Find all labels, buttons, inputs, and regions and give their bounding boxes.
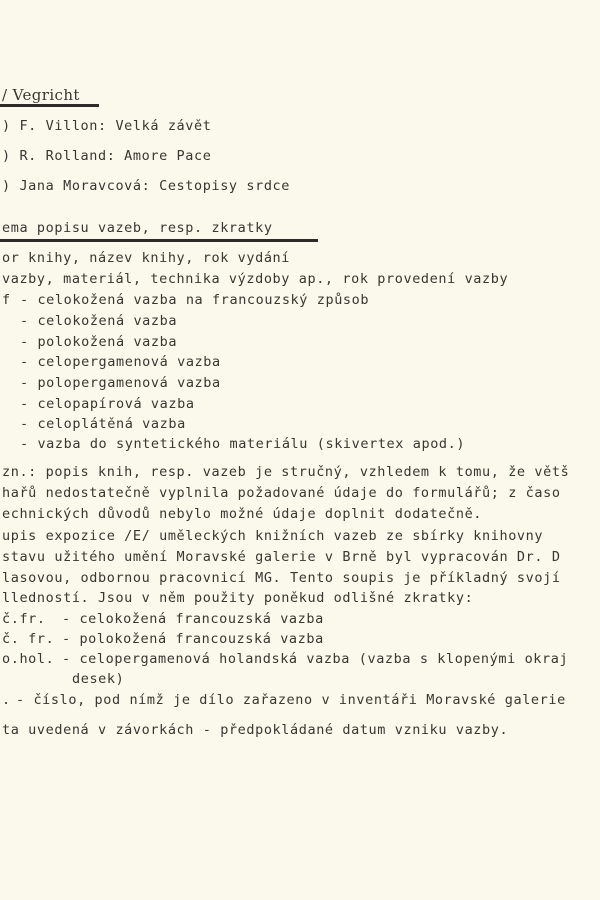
- footer-note: ta uvedená v závorkách - předpokládané datum vzniku vazby.: [2, 722, 509, 738]
- exposition-line: lasovou, odbornou pracovnicí MG. Tento soupis je příkladný svojí: [2, 570, 561, 586]
- abbreviation-key: č. fr.: [2, 631, 55, 647]
- abbreviation-desc: - vazba do syntetického materiálu (skivertex apod.): [20, 436, 466, 452]
- abbreviation-desc: - polopergamenová vazba: [20, 375, 221, 391]
- abbreviation-row: [20, 354, 221, 370]
- exposition-line: stavu užitého umění Moravské galerie v Brně byl vypracován Dr. D: [2, 549, 561, 565]
- abbreviation-key: č.fr.: [2, 611, 46, 627]
- abbreviation-row: [20, 375, 221, 391]
- note-line: zn.: popis knih, resp. vazeb je stručný, vzhledem k tomu, že větš: [2, 464, 570, 480]
- abbreviation-row: [2, 692, 566, 708]
- abbreviation-key: .: [2, 692, 11, 708]
- abbreviation-row: [2, 651, 568, 667]
- abbreviation-desc: - celokožená vazba na francouzský způsob: [20, 292, 370, 308]
- abbreviation-desc: - celopergamenová vazba: [20, 354, 221, 370]
- abbreviation-key: o.hol.: [2, 651, 55, 667]
- schema-line: vazby, materiál, technika výzdoby ap., rok provedení vazby: [2, 271, 509, 287]
- list-item: ) R. Rolland: Amore Pace: [2, 148, 212, 164]
- section-heading-schema: ema popisu vazeb, resp. zkratky: [2, 220, 273, 236]
- abbreviation-key: f: [2, 292, 11, 308]
- heading-underline: [0, 239, 318, 242]
- note-line: hařů nedostatečně vyplnila požadované údaje do formulářů; z časo: [2, 485, 561, 501]
- abbreviation-desc: - číslo, pod nímž je dílo zařazeno v inventáři Moravské galerie: [16, 692, 566, 708]
- abbreviation-desc: - polokožená francouzská vazba: [62, 631, 324, 647]
- abbreviation-row: [2, 631, 324, 647]
- abbreviation-desc: - celopapírová vazba: [20, 396, 195, 412]
- abbreviation-desc: - celoplátěná vazba: [20, 416, 186, 432]
- abbreviation-row: [20, 416, 186, 432]
- abbreviation-row: [2, 292, 369, 308]
- abbreviation-row: [20, 436, 465, 452]
- exposition-line: lledností. Jsou v něm použity poněkud odlišné zkratky:: [2, 590, 474, 606]
- note-line: echnických důvodů nebylo možné údaje doplnit dodatečně.: [2, 506, 483, 522]
- abbreviation-row: [2, 611, 324, 627]
- exposition-line: upis expozice /E/ uměleckých knižních vazeb ze sbírky knihovny: [2, 528, 544, 544]
- section-heading-vegricht: / Vegricht: [2, 86, 80, 104]
- abbreviation-desc: - celokožená vazba: [20, 313, 178, 329]
- abbreviation-desc: - polokožená vazba: [20, 334, 178, 350]
- list-item: ) Jana Moravcová: Cestopisy srdce: [2, 178, 291, 194]
- heading-underline: [0, 104, 99, 107]
- abbreviation-row: [20, 396, 195, 412]
- abbreviation-row: [20, 334, 177, 350]
- abbreviation-desc: - celokožená francouzská vazba: [62, 611, 324, 627]
- schema-line: or knihy, název knihy, rok vydání: [2, 250, 291, 266]
- abbreviation-desc: - celopergamenová holandská vazba (vazba s klopenými okraj: [62, 651, 569, 667]
- list-item: ) F. Villon: Velká závět: [2, 118, 212, 134]
- abbreviation-row: [20, 313, 177, 329]
- abbreviation-continuation: desek): [72, 671, 125, 687]
